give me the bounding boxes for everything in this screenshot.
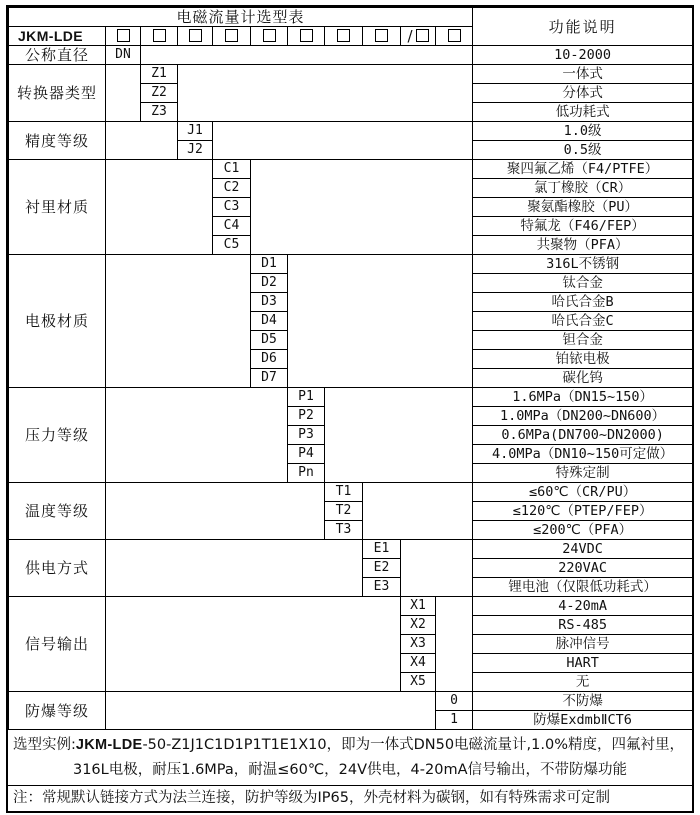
spec-row xyxy=(9,483,693,502)
option-code: Z1 xyxy=(141,65,178,84)
option-code: J2 xyxy=(178,141,213,160)
option-description: 聚氨酯橡胶（PU） xyxy=(473,198,693,217)
category-label: 电极材质 xyxy=(9,255,106,388)
option-description: 0.5级 xyxy=(473,141,693,160)
spec-row xyxy=(9,160,693,179)
checkbox-icon xyxy=(416,29,429,42)
option-description: 钛合金 xyxy=(473,274,693,293)
model-box-cell xyxy=(363,27,401,46)
checkbox-icon xyxy=(337,29,350,42)
option-description: 不防爆 xyxy=(473,692,693,711)
option-description: 220VAC xyxy=(473,559,693,578)
model-box-cell xyxy=(436,27,473,46)
option-code: P1 xyxy=(288,388,325,407)
option-code: E1 xyxy=(363,540,401,559)
example-line1 xyxy=(13,733,687,758)
option-description: 4-20mA xyxy=(473,597,693,616)
option-description: 防爆ExdmbⅡCT6 xyxy=(473,711,693,730)
option-description: 10-2000 xyxy=(473,46,693,65)
option-code: C4 xyxy=(213,217,251,236)
option-code: Z3 xyxy=(141,103,178,122)
option-code: T3 xyxy=(325,521,363,540)
option-code: C1 xyxy=(213,160,251,179)
option-code: D3 xyxy=(251,293,288,312)
option-code: 1 xyxy=(436,711,473,730)
option-code: P2 xyxy=(288,407,325,426)
option-code: X5 xyxy=(401,673,436,692)
empty-cell xyxy=(401,540,473,597)
slash-separator: / xyxy=(407,27,413,45)
empty-cell xyxy=(325,388,473,483)
option-code: Pn xyxy=(288,464,325,483)
option-description: 特殊定制 xyxy=(473,464,693,483)
option-code: C3 xyxy=(213,198,251,217)
example-line2: 316L电极，耐压1.6MPa，耐温≤60℃，24V供电，4-20mA信号输出，不带防爆功能 xyxy=(72,762,627,778)
option-description: 1.0MPa（DN200~DN600） xyxy=(473,407,693,426)
option-code: X1 xyxy=(401,597,436,616)
empty-cell xyxy=(178,65,473,122)
category-label: 转换器类型 xyxy=(9,65,106,122)
option-code: T2 xyxy=(325,502,363,521)
option-description: 锂电池（仅限低功耗式） xyxy=(473,578,693,597)
model-box-cell xyxy=(325,27,363,46)
option-description: RS-485 xyxy=(473,616,693,635)
model-box-cell xyxy=(213,27,251,46)
option-description: 24VDC xyxy=(473,540,693,559)
option-description: 分体式 xyxy=(473,84,693,103)
checkbox-icon xyxy=(375,29,388,42)
flowmeter-selection-sheet xyxy=(6,5,694,813)
category-label: 公称直径 xyxy=(9,46,106,65)
option-description: 共聚物（PFA） xyxy=(473,236,693,255)
option-code: P3 xyxy=(288,426,325,445)
note-row: 注：常规默认链接方式为法兰连接，防护等级为IP65，外壳材料为碳钢，如有特殊需求可定制 xyxy=(8,785,692,811)
empty-cell xyxy=(106,388,288,483)
checkbox-icon xyxy=(263,29,276,42)
spec-row xyxy=(9,122,693,141)
option-description: 碳化钨 xyxy=(473,369,693,388)
empty-cell xyxy=(106,160,213,255)
option-description: ≤120℃（PTEP/FEP） xyxy=(473,502,693,521)
option-description: ≤200℃（PFA） xyxy=(473,521,693,540)
option-description: ≤60℃（CR/PU） xyxy=(473,483,693,502)
option-code: Z2 xyxy=(141,84,178,103)
spec-row xyxy=(9,46,693,65)
option-code: D1 xyxy=(251,255,288,274)
option-description: 一体式 xyxy=(473,65,693,84)
selection-table xyxy=(8,7,693,730)
option-code: P4 xyxy=(288,445,325,464)
checkbox-icon xyxy=(225,29,238,42)
option-code: X3 xyxy=(401,635,436,654)
empty-cell xyxy=(436,597,473,692)
option-code: X2 xyxy=(401,616,436,635)
option-code: 0 xyxy=(436,692,473,711)
option-code: X4 xyxy=(401,654,436,673)
empty-cell xyxy=(141,46,473,65)
option-code: E3 xyxy=(363,578,401,597)
option-code: D4 xyxy=(251,312,288,331)
empty-cell xyxy=(251,160,473,255)
option-code: T1 xyxy=(325,483,363,502)
option-description: 0.6MPa(DN700~DN2000) xyxy=(473,426,693,445)
spec-row xyxy=(9,388,693,407)
table-title: 电磁流量计选型表 xyxy=(9,8,473,27)
empty-cell xyxy=(106,692,436,730)
checkbox-icon xyxy=(153,29,166,42)
model-box-cell xyxy=(288,27,325,46)
empty-cell xyxy=(106,122,178,160)
selection-example xyxy=(8,730,692,785)
option-description: 哈氏合金B xyxy=(473,293,693,312)
spec-row xyxy=(9,540,693,559)
category-label: 信号输出 xyxy=(9,597,106,692)
checkbox-icon xyxy=(300,29,313,42)
option-description: 1.0级 xyxy=(473,122,693,141)
model-box-cell xyxy=(141,27,178,46)
spec-row xyxy=(9,692,693,711)
option-description: 铂铱电极 xyxy=(473,350,693,369)
example-model-code: JKM-LDE xyxy=(75,737,143,753)
empty-cell xyxy=(106,483,325,540)
empty-cell xyxy=(106,255,251,388)
function-column-header: 功能说明 xyxy=(473,8,693,46)
option-code: D6 xyxy=(251,350,288,369)
empty-cell xyxy=(288,255,473,388)
option-description: 聚四氟乙烯（F4/PTFE） xyxy=(473,160,693,179)
category-label: 供电方式 xyxy=(9,540,106,597)
empty-cell xyxy=(106,540,363,597)
title-row xyxy=(9,8,693,27)
model-box-cell xyxy=(251,27,288,46)
spec-row xyxy=(9,65,693,84)
option-code: DN xyxy=(106,46,141,65)
option-description: 特氟龙（F46/FEP） xyxy=(473,217,693,236)
option-code: D2 xyxy=(251,274,288,293)
option-description: 316L不锈钢 xyxy=(473,255,693,274)
category-label: 衬里材质 xyxy=(9,160,106,255)
checkbox-icon xyxy=(117,29,130,42)
option-code: D5 xyxy=(251,331,288,350)
category-label: 温度等级 xyxy=(9,483,106,540)
option-description: 4.0MPa（DN10~150可定做） xyxy=(473,445,693,464)
option-description: 1.6MPa（DN15~150） xyxy=(473,388,693,407)
checkbox-icon xyxy=(189,29,202,42)
spec-row xyxy=(9,597,693,616)
model-box-cell xyxy=(178,27,213,46)
model-code-label: JKM-LDE xyxy=(9,27,106,46)
option-code: C2 xyxy=(213,179,251,198)
option-description: 脉冲信号 xyxy=(473,635,693,654)
category-label: 防爆等级 xyxy=(9,692,106,730)
option-code: J1 xyxy=(178,122,213,141)
option-description: 氯丁橡胶（CR） xyxy=(473,179,693,198)
empty-cell xyxy=(106,597,401,692)
option-description: 哈氏合金C xyxy=(473,312,693,331)
empty-cell xyxy=(213,122,473,160)
option-code: C5 xyxy=(213,236,251,255)
empty-cell xyxy=(106,65,141,122)
option-description: 低功耗式 xyxy=(473,103,693,122)
option-code: E2 xyxy=(363,559,401,578)
empty-cell xyxy=(363,483,473,540)
category-label: 精度等级 xyxy=(9,122,106,160)
example-prefix: 选型实例: xyxy=(13,737,76,753)
option-code: D7 xyxy=(251,369,288,388)
example-line1-rest: -50-Z1J1C1D1P1T1E1X10，即为一体式DN50电磁流量计,1.0%精度，四氟衬里， xyxy=(142,737,684,753)
model-box-cell xyxy=(401,27,436,46)
option-description: HART xyxy=(473,654,693,673)
checkbox-icon xyxy=(448,29,461,42)
category-label: 压力等级 xyxy=(9,388,106,483)
model-box-cell xyxy=(106,27,141,46)
option-description: 无 xyxy=(473,673,693,692)
option-description: 钽合金 xyxy=(473,331,693,350)
spec-row xyxy=(9,255,693,274)
